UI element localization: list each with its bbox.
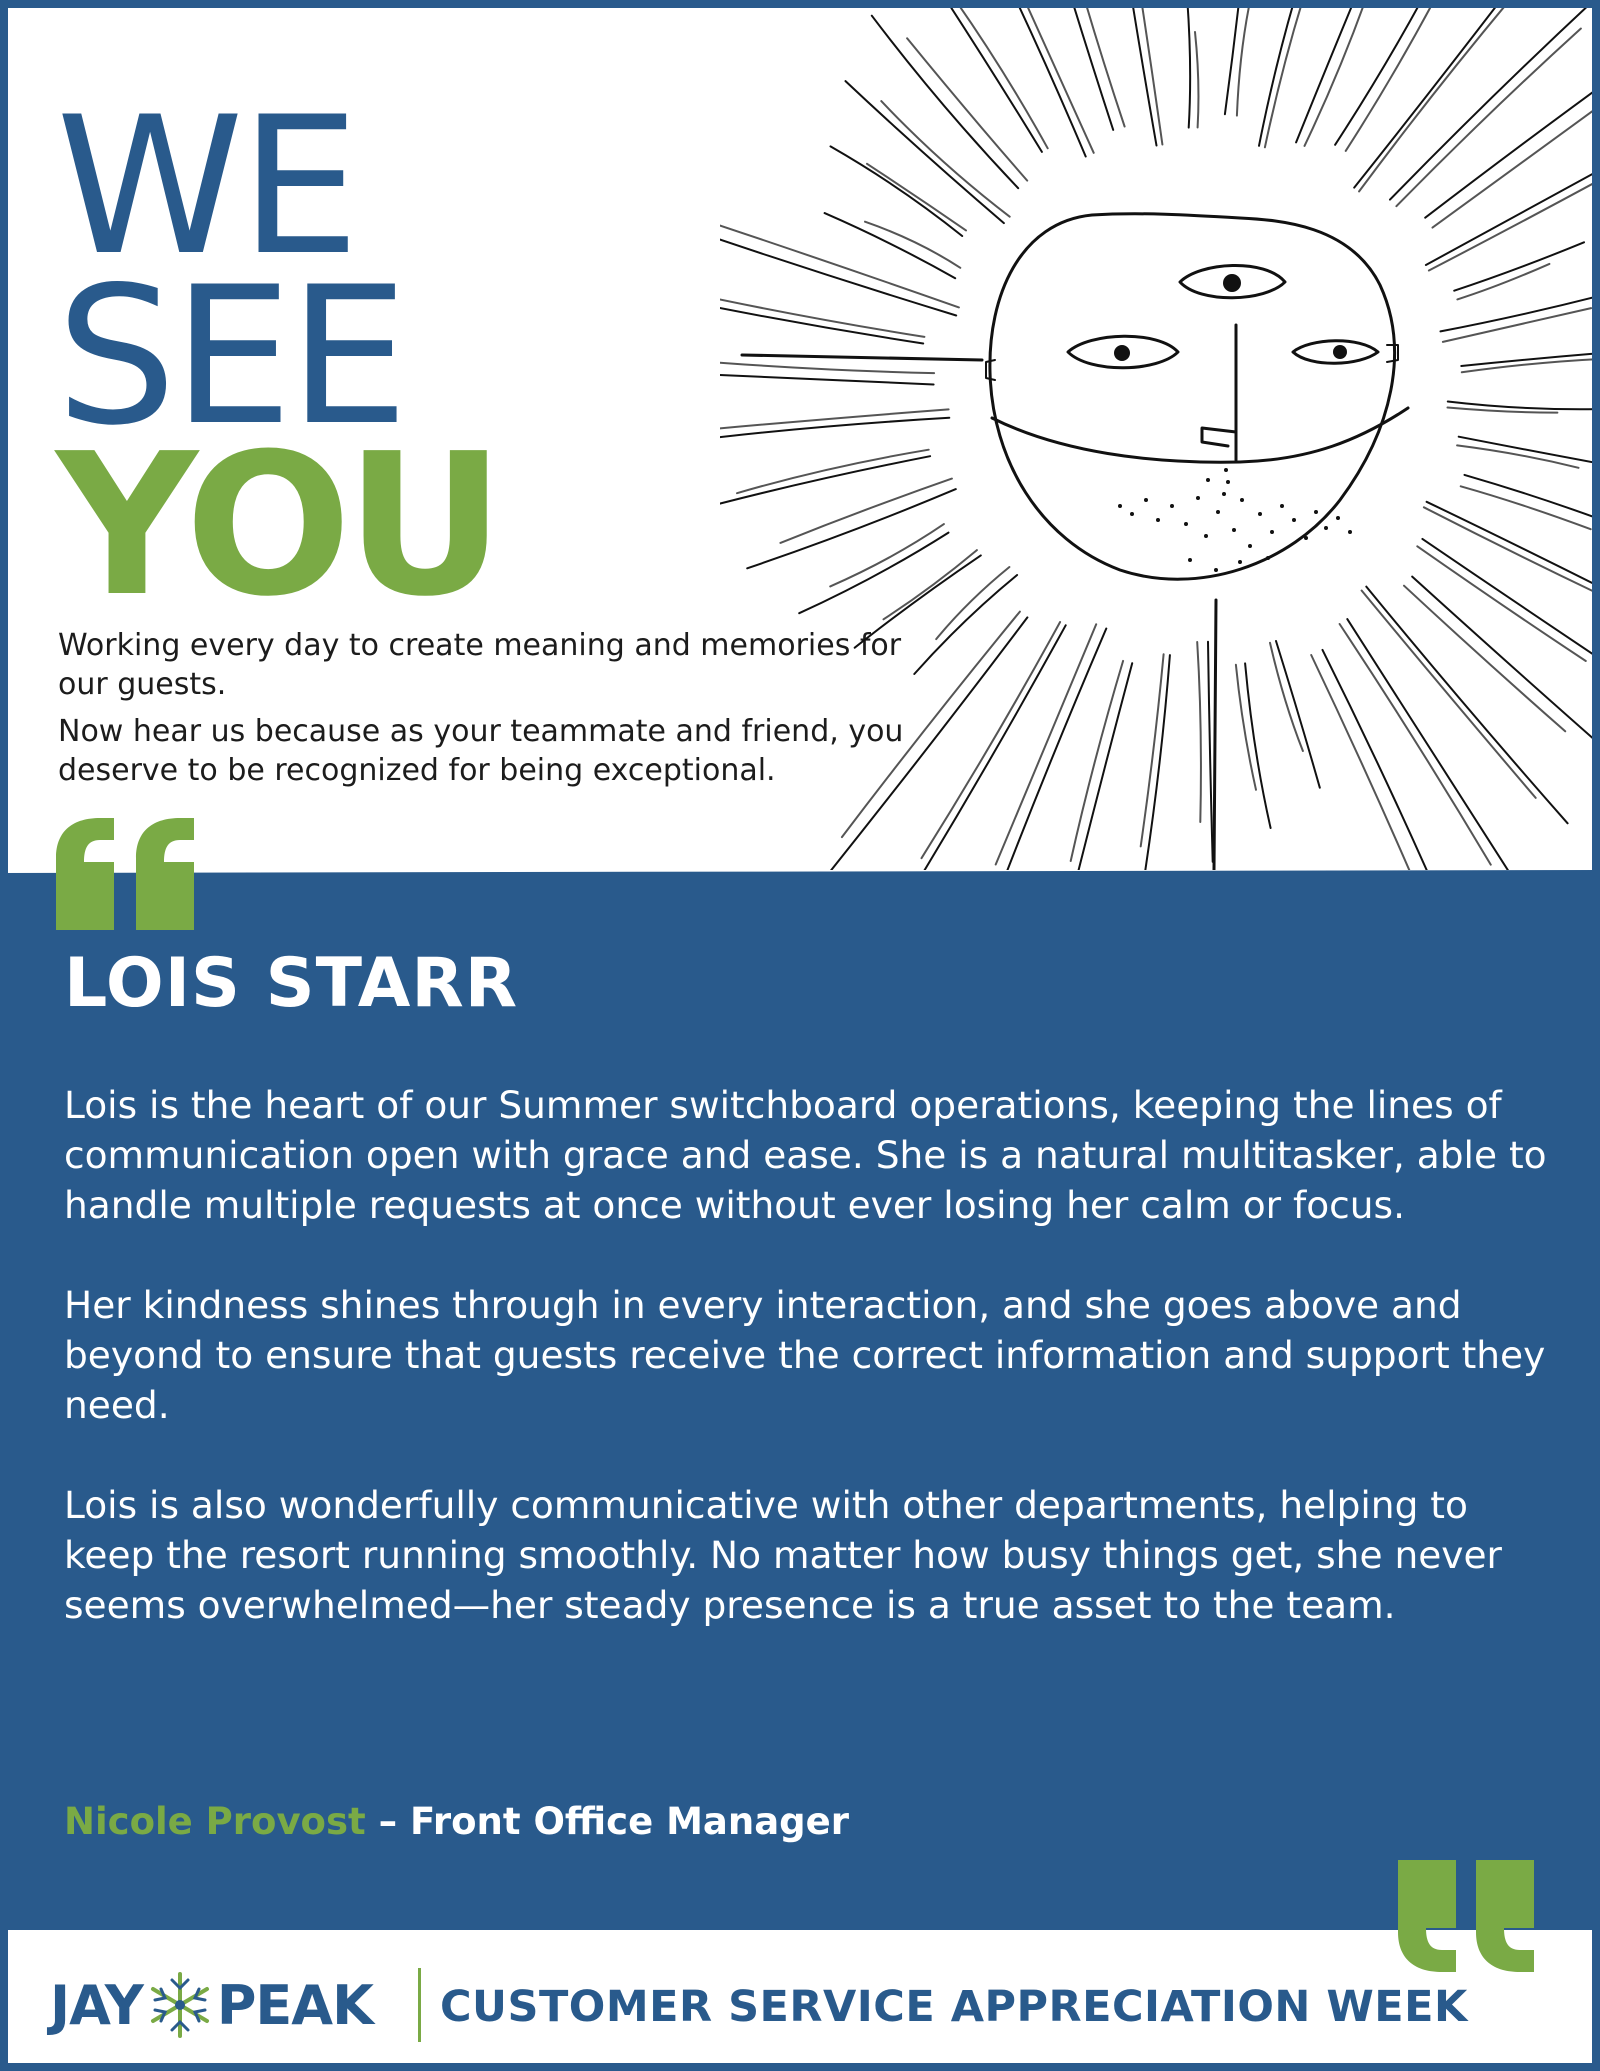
testimonial-paragraph-2: Her kindness shines through in every interaction, and she goes above and beyond to ensure that guests receive the correct information and support they need. [64, 1283, 1546, 1427]
sun-ray [865, 222, 960, 268]
sun-ray [827, 617, 1028, 870]
footer-title: CUSTOMER SERVICE APPRECIATION WEEK [440, 1982, 1468, 2032]
mouth-icon [992, 408, 1408, 462]
sun-ray [1270, 643, 1303, 751]
signoff-title: Front Office Manager [409, 1800, 850, 1843]
sun-ray [993, 629, 1106, 871]
signoff-name: Nicole Provost [64, 1800, 366, 1843]
sun-ray [1323, 650, 1465, 870]
sun-ray [914, 575, 1017, 674]
intro-paragraph-2: Now hear us because as your teammate and friend, you deserve to be recognized for being exceptional. [58, 714, 904, 788]
sun-ray [799, 533, 948, 614]
sun-ray [720, 201, 959, 307]
close-quote-icon [1396, 1860, 1536, 1972]
sun-ray [720, 456, 930, 509]
headline-we: WE [56, 76, 356, 297]
sun-ray [1366, 587, 1567, 824]
sun-ray [1448, 402, 1598, 410]
sun-ray [1347, 619, 1522, 870]
sun-ray [1311, 655, 1433, 870]
sun-ray [913, 0, 1042, 152]
sun-face-drawing [720, 0, 1600, 870]
jay-peak-logo [50, 1970, 373, 2040]
sun-ray [867, 164, 966, 231]
sun-ray [1335, 0, 1450, 145]
sun-ray [1422, 539, 1600, 675]
sun-ray [1071, 661, 1123, 861]
signoff-separator: – [365, 1800, 410, 1843]
sun-ray [963, 0, 1086, 157]
sun-ray [1195, 32, 1198, 128]
sun-ray [1404, 586, 1565, 732]
snowflake-star-icon [147, 1970, 213, 2040]
sun-ray [1359, 1, 1509, 192]
sun-ray [1143, 655, 1170, 870]
sun-ray [1457, 264, 1549, 300]
sun-ray [742, 355, 982, 360]
sun-ray [922, 622, 1061, 858]
footer [0, 1930, 1600, 2071]
nose-icon [1202, 325, 1236, 460]
headline-you: YOU [56, 412, 499, 640]
headline-see: SEE [56, 246, 405, 467]
sun-ray [1265, 0, 1306, 147]
intro-paragraph-1: Working every day to create meaning and memories for our guests. [58, 628, 902, 702]
sun-ray [1362, 591, 1536, 798]
sun-ray [907, 38, 1027, 180]
logo-word-right: PEAK [216, 1973, 373, 2037]
sun-ray [1459, 437, 1600, 468]
testimonial-paragraph-3: Lois is also wonderfully communicative with other departments, helping to keep the resort running smoothly. No matter how busy things get, she never seems overwhelmed—her steady presence is a true asset to the team. [64, 1483, 1502, 1627]
sun-ray [720, 200, 956, 316]
sun-ray [1100, 0, 1157, 146]
sun-ray [1305, 0, 1372, 146]
sun-ray [1071, 663, 1133, 870]
sun-ray [842, 612, 1020, 838]
sun-ray [1024, 0, 1114, 130]
sun-ray [720, 286, 923, 344]
sun-ray [1424, 507, 1595, 592]
sun-ray [1187, 0, 1190, 128]
sun-ray [908, 625, 1065, 870]
sun-ray [1396, 29, 1581, 207]
sun-ray [855, 555, 981, 647]
sun-ray [1214, 600, 1216, 870]
sun-ray [1049, 0, 1125, 127]
testimonial-paragraph-1: Lois is the heart of our Summer switchboard operations, keeping the lines of communication open with grace and ease. She is a natural multitasker, able to handle multiple requests at once without ever losing her calm or focus. [64, 1083, 1547, 1227]
sun-ray [720, 418, 949, 444]
sun-ray [1237, 7, 1249, 115]
signoff [64, 1800, 849, 1843]
footer-divider [418, 1968, 421, 2042]
sun-ray [1465, 475, 1600, 531]
sun-ray [1340, 624, 1491, 865]
sun-ray [1259, 0, 1310, 146]
sun-ray [1208, 642, 1213, 862]
logo-word-left: JAY [50, 1973, 143, 2037]
sun-ray [1390, 0, 1600, 200]
sun-ray [1412, 577, 1600, 749]
sun-ray [1454, 242, 1584, 290]
sun-ray [720, 285, 924, 337]
sun-ray [1276, 641, 1320, 788]
sun-ray [1114, 0, 1162, 145]
sun-ray [737, 450, 929, 494]
sun-ray [1346, 0, 1441, 151]
stubble-dots [1118, 468, 1352, 572]
sun-ray [1429, 118, 1600, 271]
sun-ray [1426, 91, 1600, 265]
sun-face-outline [990, 214, 1395, 579]
honoree-name: LOIS STARR [64, 944, 519, 1023]
open-quote-icon [56, 818, 196, 930]
sun-ray [1197, 642, 1201, 822]
sun-ray [780, 479, 952, 543]
testimonial-text [64, 1080, 1564, 1680]
sun-ray [720, 359, 934, 373]
sun-ray [1443, 308, 1591, 342]
sun-ray [1245, 663, 1271, 828]
sun-ray [747, 489, 956, 568]
